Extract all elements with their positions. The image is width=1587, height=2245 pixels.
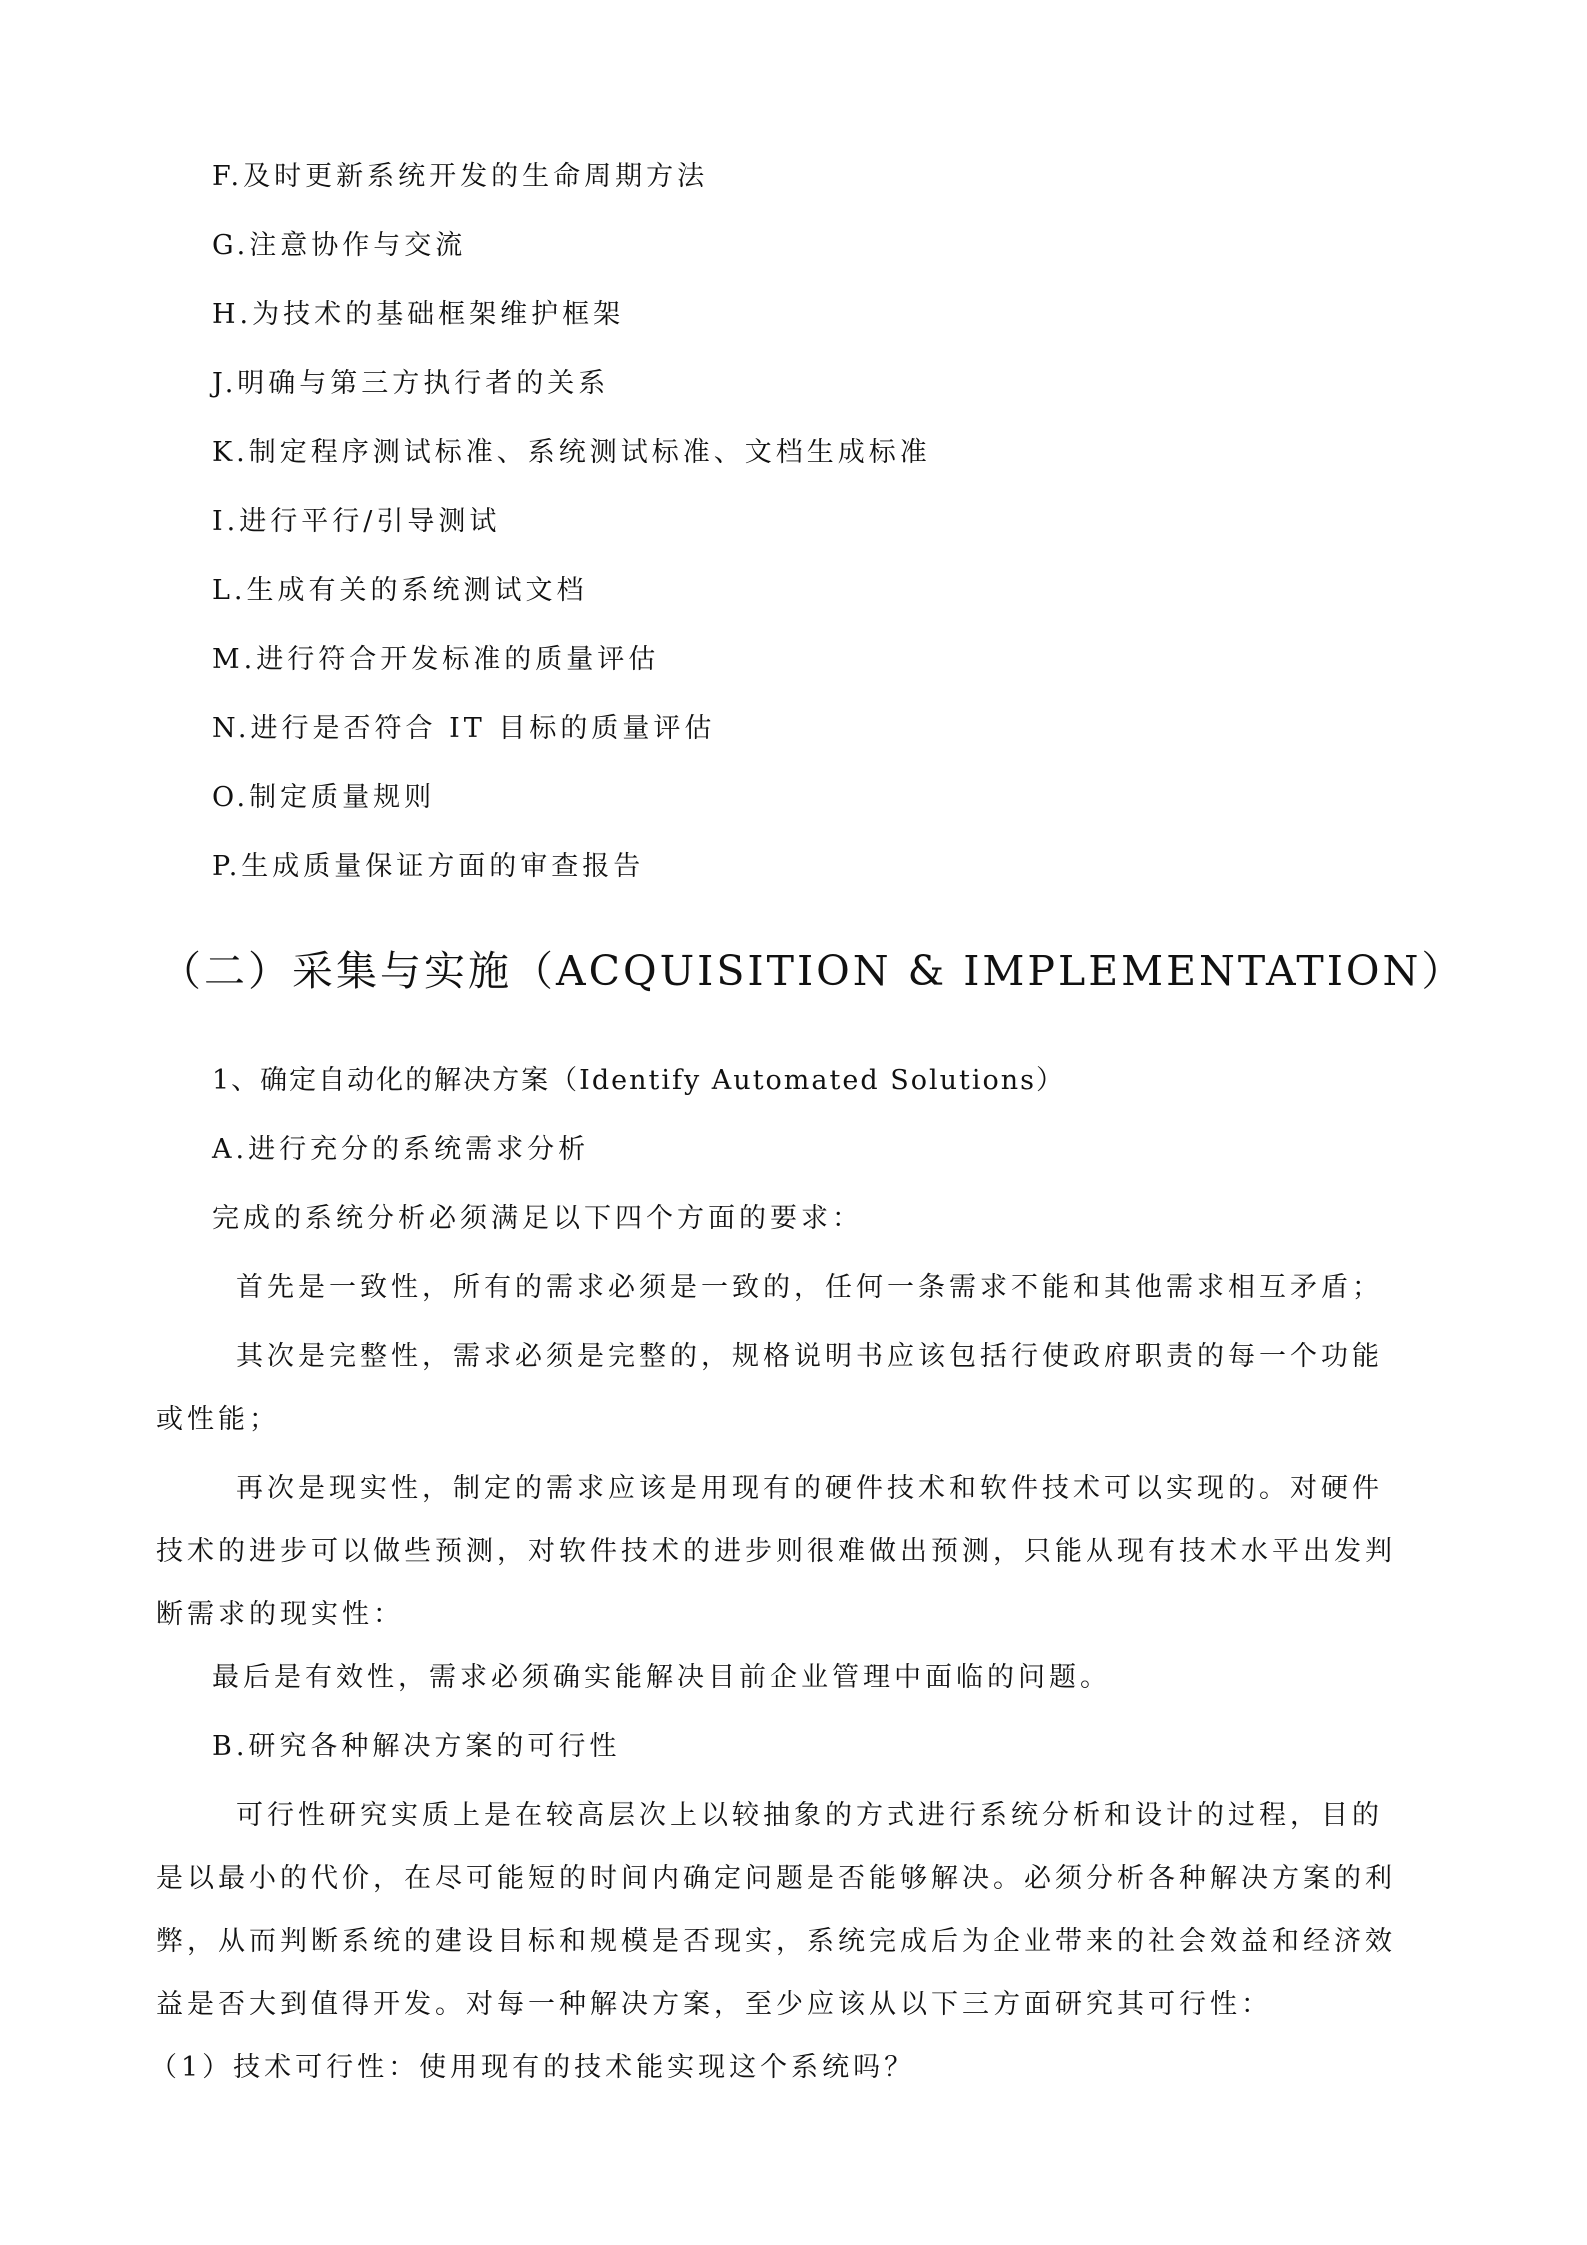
list-item: K.制定程序测试标准、系统测试标准、文档生成标准 bbox=[212, 437, 931, 468]
requirement-completeness-line2: 或性能； bbox=[156, 1404, 280, 1435]
list-item: H.为技术的基础框架维护框架 bbox=[212, 299, 625, 330]
list-item: M.进行符合开发标准的质量评估 bbox=[212, 644, 660, 675]
feasibility-paragraph-line2: 是以最小的代价，在尽可能短的时间内确定问题是否能够解决。必须分析各种解决方案的利 bbox=[156, 1863, 1396, 1894]
requirement-reality-line2: 技术的进步可以做些预测，对软件技术的进步则很难做出预测，只能从现有技术水平出发判 bbox=[156, 1536, 1396, 1567]
requirement-completeness-line1: 其次是完整性，需求必须是完整的，规格说明书应该包括行使政府职责的每一个功能 bbox=[236, 1341, 1383, 1372]
section-heading: （二）采集与实施（ACQUISITION & IMPLEMENTATION） bbox=[160, 947, 1466, 995]
list-item: N.进行是否符合 IT 目标的质量评估 bbox=[212, 713, 716, 744]
list-item: L.生成有关的系统测试文档 bbox=[212, 575, 588, 606]
list-item: O.制定质量规则 bbox=[212, 782, 436, 813]
subsection-title: 1、确定自动化的解决方案（Identify Automated Solutions） bbox=[212, 1065, 1065, 1096]
list-item: F.及时更新系统开发的生命周期方法 bbox=[212, 161, 709, 192]
item-a-intro: 完成的系统分析必须满足以下四个方面的要求： bbox=[212, 1203, 863, 1234]
requirement-reality-line3: 断需求的现实性： bbox=[156, 1599, 404, 1630]
feasibility-paragraph-line1: 可行性研究实质上是在较高层次上以较抽象的方式进行系统分析和设计的过程，目的 bbox=[236, 1800, 1383, 1831]
list-item: G.注意协作与交流 bbox=[212, 230, 467, 261]
feasibility-paragraph-line3: 弊，从而判断系统的建设目标和规模是否现实，系统完成后为企业带来的社会效益和经济效 bbox=[156, 1926, 1396, 1957]
requirement-validity: 最后是有效性，需求必须确实能解决目前企业管理中面临的问题。 bbox=[212, 1662, 1111, 1693]
item-b-title: B.研究各种解决方案的可行性 bbox=[212, 1731, 621, 1762]
list-item: P.生成质量保证方面的审查报告 bbox=[212, 851, 645, 882]
technical-feasibility: （1）技术可行性：使用现有的技术能实现这个系统吗？ bbox=[150, 2052, 916, 2083]
item-a-title: A.进行充分的系统需求分析 bbox=[212, 1134, 590, 1165]
list-item: I.进行平行/引导测试 bbox=[212, 506, 501, 537]
requirement-reality-line1: 再次是现实性，制定的需求应该是用现有的硬件技术和软件技术可以实现的。对硬件 bbox=[236, 1473, 1383, 1504]
requirement-consistency: 首先是一致性，所有的需求必须是一致的，任何一条需求不能和其他需求相互矛盾； bbox=[236, 1272, 1383, 1303]
feasibility-paragraph-line4: 益是否大到值得开发。对每一种解决方案，至少应该从以下三方面研究其可行性： bbox=[156, 1989, 1272, 2020]
list-item: J.明确与第三方执行者的关系 bbox=[212, 368, 610, 399]
